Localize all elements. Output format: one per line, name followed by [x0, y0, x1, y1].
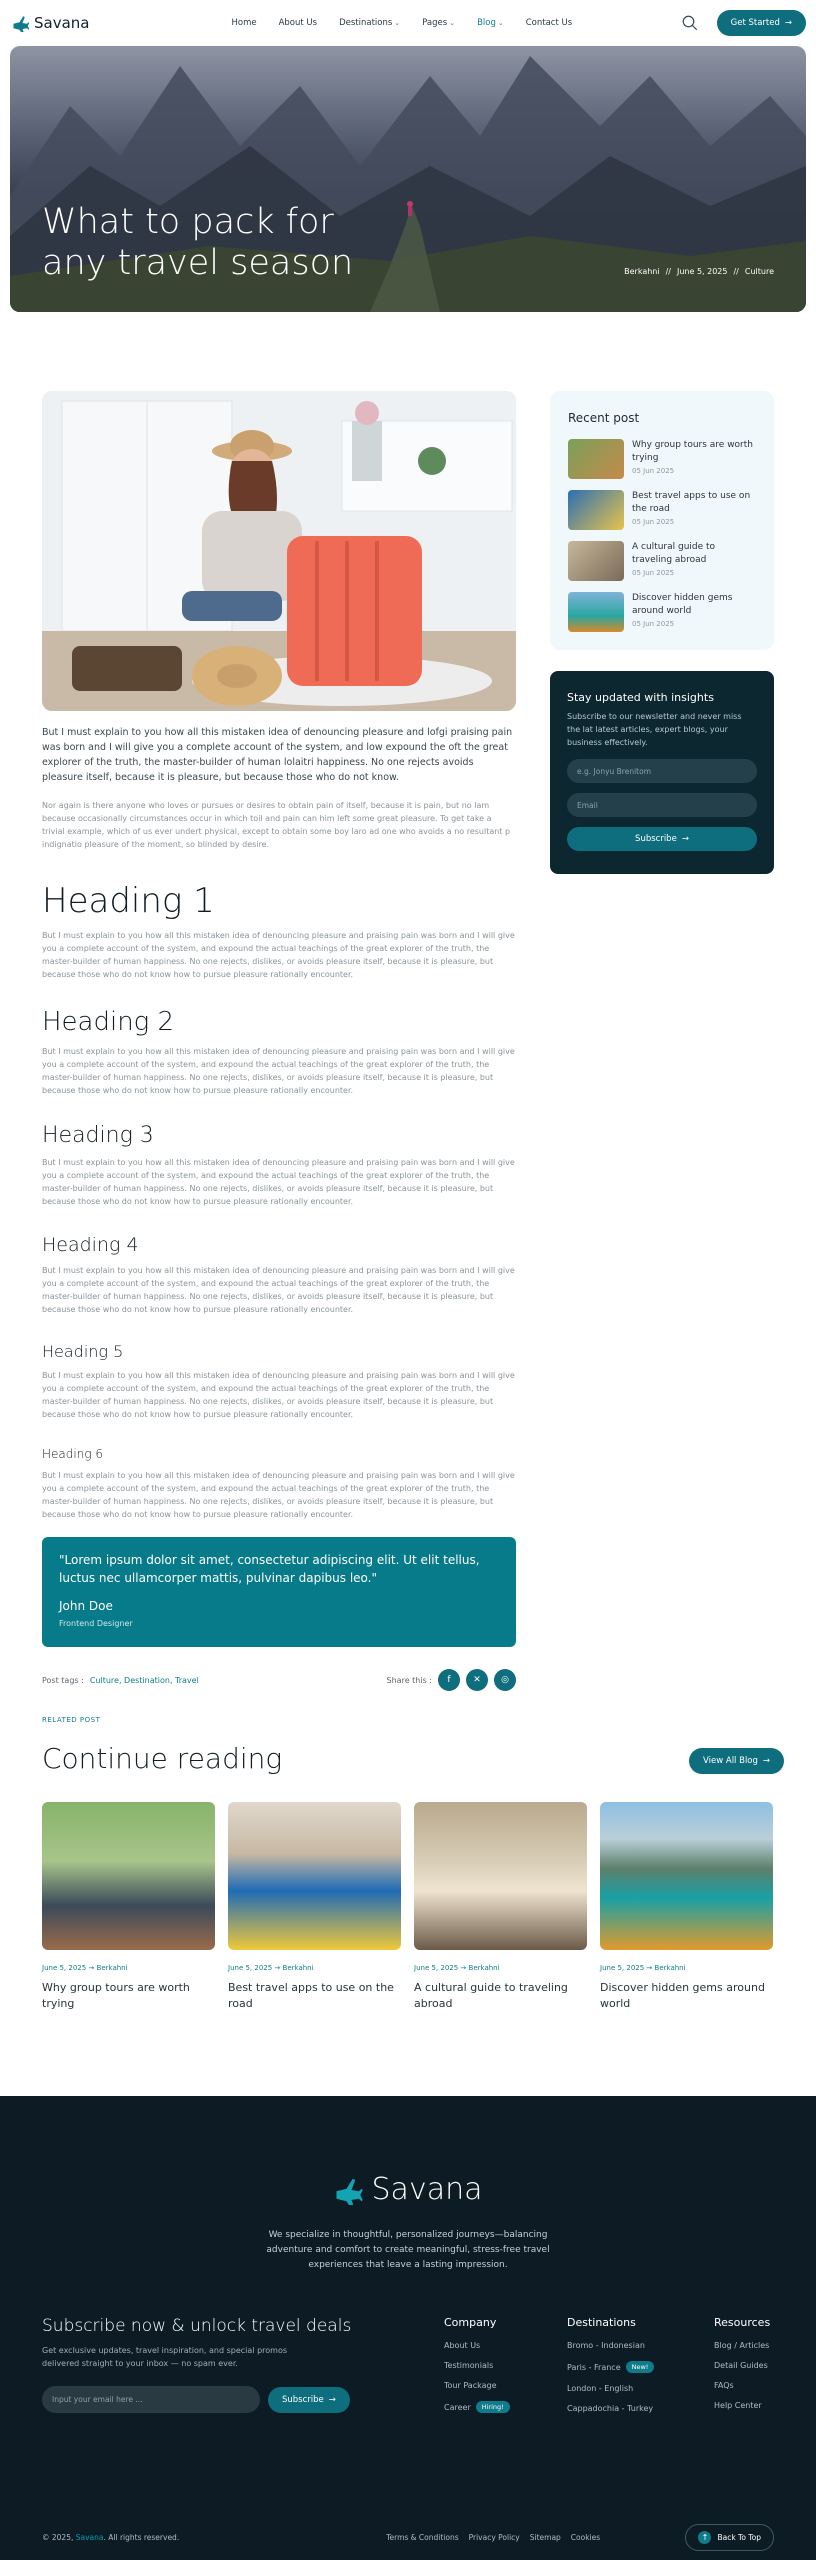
card-title: Discover hidden gems around world	[600, 1981, 765, 2010]
recent-post-item[interactable]	[568, 541, 756, 581]
category-link[interactable]: Culture	[744, 267, 774, 276]
recent-post-item[interactable]	[568, 490, 756, 530]
nav-home[interactable]	[231, 18, 256, 28]
main-nav	[231, 18, 572, 28]
card-date: June 5, 2025	[42, 1964, 87, 1972]
email-field[interactable]	[567, 793, 757, 817]
article-featured-image	[42, 391, 516, 711]
placeholder: Email	[577, 800, 598, 810]
site-header	[0, 0, 816, 46]
copyright	[42, 2533, 179, 2542]
link-label: FAQs	[714, 2381, 734, 2390]
card-image	[228, 1802, 401, 1950]
link-label: Testimonials	[444, 2361, 494, 2370]
paragraph: But I must explain to you how all this mistaken idea of denouncing pleasure and praising pain was born and I will give you a complete account of the system, and expound the actual teachings of the great explorer of the truth, the master-builder of human happiness. No one rejects, dislikes, or avoids pleasure itself, because it is pleasure, but because those who do not know how to pursue pleasure rationally encounter.	[42, 1266, 515, 1314]
footer-col-title: Resources	[714, 2316, 771, 2329]
tag-separator: ,	[118, 1675, 125, 1685]
privacy-link[interactable]: Privacy Policy	[468, 2533, 520, 2542]
footer-col-title: Destinations	[567, 2316, 636, 2329]
footer-link[interactable]	[444, 2381, 510, 2390]
footer-link[interactable]	[567, 2361, 654, 2373]
paragraph: But I must explain to you how all this mistaken idea of denouncing pleasure and praising pain was born and I will give you a complete account of the system, and expound the actual teachings of the great explorer of the truth, the master-builder of human happiness. No one rejects, dislikes, or avoids pleasure itself, because it is pleasure, but because those who do not know how to pursue pleasure rationally encounter.	[42, 1047, 515, 1095]
card-meta	[42, 1964, 215, 1972]
recent-post-title: Best travel apps to use on the road	[632, 491, 751, 514]
recent-post-title: Why group tours are worth trying	[632, 440, 753, 463]
card-title: Why group tours are worth trying	[42, 1981, 190, 2010]
recent-post-date: 05 Jun 2025	[632, 467, 675, 475]
hero-banner	[10, 46, 806, 312]
tags-label: Post tags :	[42, 1675, 84, 1685]
nav-contact[interactable]	[526, 18, 572, 28]
recent-posts-title: Recent post	[568, 411, 640, 425]
link-label: Tour Package	[444, 2381, 497, 2390]
related-label: RELATED POST	[42, 1716, 101, 1724]
footer-link[interactable]	[567, 2404, 654, 2413]
card-author: Berkahni	[468, 1964, 500, 1972]
recent-post-thumbnail	[568, 541, 624, 581]
footer-col-resources	[714, 2316, 770, 2421]
related-card[interactable]	[42, 1802, 215, 2012]
woman-packing-suitcase-image	[42, 391, 516, 711]
arrow-up-icon: ↑	[698, 2531, 711, 2544]
link-label: London - English	[567, 2384, 634, 2393]
paragraph: But I must explain to you how all this mistaken idea of denouncing pleasure and praising pain was born and I will give you a complete account of the system, and expound the actual teachings of the great explorer of the truth, the master-builder of human happiness. No one rejects, dislikes, or avoids pleasure itself, because it is pleasure, but because those who do not know how to pursue pleasure rationally encounter.	[42, 1158, 515, 1206]
nav-about[interactable]	[279, 18, 317, 28]
get-started-button[interactable]	[717, 10, 806, 36]
button-label: Back To Top	[717, 2533, 761, 2542]
card-image	[600, 1802, 773, 1950]
nav-label: About Us	[278, 18, 318, 28]
related-card[interactable]	[414, 1802, 587, 2012]
footer-subscribe-form	[42, 2386, 351, 2413]
link-label: Detail Guides	[714, 2361, 768, 2370]
quote-text: "Lorem ipsum dolor sit amet, consectetur adipiscing elit. Ut elit tellus, luctus nec ullamcorper mattis, pulvinar dapibus leo."	[59, 1553, 480, 1585]
arrow-right-icon: →	[762, 1756, 771, 1766]
hero-title-line: What to pack for	[42, 202, 334, 242]
nav-label: Pages	[422, 18, 448, 28]
footer-link[interactable]	[714, 2361, 770, 2370]
card-date: June 5, 2025	[600, 1964, 645, 1972]
footer-subscribe-button[interactable]	[268, 2387, 350, 2413]
footer-bottom-links	[386, 2533, 600, 2542]
tag-separator: ,	[169, 1675, 176, 1685]
arrow-right-icon: →	[681, 834, 689, 844]
name-field[interactable]	[567, 759, 757, 783]
recent-post-date: 05 Jun 2025	[632, 569, 675, 577]
footer-link[interactable]	[714, 2401, 770, 2410]
share-label: Share this :	[386, 1675, 432, 1685]
cookies-link[interactable]: Cookies	[570, 2533, 601, 2542]
card-meta	[414, 1964, 587, 1972]
related-card[interactable]	[228, 1802, 401, 2012]
link-label: Career	[444, 2402, 471, 2412]
copyright-suffix: . All rights reserved.	[103, 2533, 180, 2542]
chevron-down-icon: ⌄	[449, 19, 456, 27]
arrow-right-icon: →	[328, 2394, 336, 2405]
terms-link[interactable]: Terms & Conditions	[386, 2533, 459, 2542]
hero-meta	[624, 267, 774, 276]
card-author: Berkahni	[282, 1964, 314, 1972]
nav-destinations[interactable]	[339, 18, 400, 28]
footer-link[interactable]	[444, 2401, 510, 2413]
footer-subscribe-title: Subscribe now & unlock travel deals	[42, 2316, 352, 2336]
blockquote	[42, 1537, 516, 1647]
footer-link[interactable]	[567, 2384, 654, 2393]
nav-blog[interactable]	[477, 18, 504, 28]
heading-3: Heading 3	[42, 1123, 154, 1148]
arrow-right-icon: →	[88, 1964, 95, 1972]
nav-label: Blog	[477, 18, 496, 28]
tag-culture[interactable]: Culture	[89, 1675, 119, 1685]
hero-title	[42, 202, 353, 284]
link-label: Blog / Articles	[714, 2341, 770, 2350]
link-label: About Us	[444, 2341, 481, 2350]
nav-label: Home	[231, 18, 257, 28]
footer-link[interactable]	[714, 2341, 770, 2350]
footer-subscribe	[42, 2316, 351, 2413]
back-to-top-button[interactable]	[685, 2524, 774, 2551]
button-label: Subscribe	[635, 834, 677, 844]
footer-col-title: Company	[444, 2316, 497, 2329]
hero-title-line: any travel season	[42, 243, 354, 283]
footer-logo[interactable]	[0, 2172, 816, 2207]
copyright-brand[interactable]: Savana	[75, 2533, 104, 2542]
nav-label: Destinations	[339, 18, 393, 28]
recent-post-title: A cultural guide to traveling abroad	[632, 542, 716, 565]
recent-post-date: 05 Jun 2025	[632, 620, 675, 628]
view-all-blog-button[interactable]	[689, 1748, 784, 1774]
footer-col-company	[444, 2316, 510, 2424]
card-meta	[600, 1964, 773, 1972]
recent-posts-widget	[550, 391, 774, 650]
recent-post-date: 05 Jun 2025	[632, 518, 675, 526]
paragraph: But I must explain to you how all this mistaken idea of denouncing pleasure and praising pain was born and I will give you a complete account of the system, and expound the actual teachings of the great explorer of the truth, the master-builder of human happiness. No one rejects, dislikes, or avoids pleasure itself, because it is pleasure, but because those who do not know how to pursue pleasure rationally encounter.	[42, 1371, 515, 1419]
heading-4: Heading 4	[42, 1234, 139, 1256]
separator: //	[665, 267, 671, 276]
card-author: Berkahni	[654, 1964, 686, 1972]
button-label: Subscribe	[282, 2394, 324, 2405]
nav-label: Contact Us	[525, 18, 573, 28]
hiring-badge: Hiring!	[476, 2401, 510, 2413]
card-date: June 5, 2025	[228, 1964, 273, 1972]
card-title: Best travel apps to use on the road	[228, 1981, 394, 2010]
button-label: View All Blog	[703, 1756, 758, 1766]
chevron-down-icon: ⌄	[497, 19, 504, 27]
arrow-right-icon: →	[274, 1964, 281, 1972]
article-intro: Nor again is there anyone who loves or pursues or desires to obtain pain of itself, because it is pain, but no lam because occasionally circumstances occur in which toil and pain can him left some great pleasure. To get take a trivial example, which of us ever undert physical, except to obtain some boy laro ad one who avoids a no resultant p indignatio pleasure of the moment, so blinded by desire.	[42, 801, 511, 849]
related-card[interactable]	[600, 1802, 773, 2012]
quote-author: John Doe	[59, 1599, 113, 1613]
arrow-right-icon: →	[646, 1964, 653, 1972]
recent-post-title: Discover hidden gems around world	[632, 593, 733, 616]
copyright-prefix: © 2025,	[42, 2533, 74, 2542]
post-tags-row	[42, 1669, 516, 1691]
post-date: June 5, 2025	[676, 267, 728, 276]
instagram-icon[interactable]: ◎	[494, 1669, 516, 1691]
footer-link[interactable]	[567, 2341, 654, 2350]
heading-6: Heading 6	[42, 1447, 103, 1461]
search-icon[interactable]	[681, 14, 699, 32]
link-label: Cappadochia - Turkey	[567, 2404, 654, 2413]
airplane-logo-icon	[334, 2175, 364, 2205]
new-badge: New!	[626, 2361, 655, 2373]
site-footer	[0, 2096, 816, 2560]
arrow-right-icon: →	[784, 18, 792, 28]
arrow-right-icon: →	[460, 1964, 467, 1972]
footer-email-input[interactable]	[42, 2386, 260, 2413]
footer-logo-text: Savana	[371, 2172, 483, 2207]
footer-link[interactable]	[444, 2341, 510, 2350]
placeholder: e.g. Jonyu Brenitom	[577, 766, 652, 776]
card-image	[42, 1802, 215, 1950]
subscribe-button[interactable]	[567, 827, 757, 851]
recent-post-thumbnail	[568, 439, 624, 479]
quote-role: Frontend Designer	[59, 1619, 133, 1628]
footer-link[interactable]	[444, 2361, 510, 2370]
card-image	[414, 1802, 587, 1950]
paragraph: But I must explain to you how all this mistaken idea of denouncing pleasure and praising pain was born and I will give you a complete account of the system, and expound the actual teachings of the great explorer of the truth, the master-builder of human happiness. No one rejects, dislikes, or avoids pleasure itself, because it is pleasure, but because those who do not know how to pursue pleasure rationally encounter.	[42, 1471, 515, 1519]
recent-post-thumbnail	[568, 592, 624, 632]
nav-pages[interactable]	[422, 18, 455, 28]
recent-post-item[interactable]	[568, 439, 756, 479]
footer-bottom-bar	[42, 2524, 774, 2551]
article-content	[42, 391, 516, 1691]
author-link[interactable]: Berkahni	[624, 267, 660, 276]
card-author: Berkahni	[96, 1964, 128, 1972]
share-section	[387, 1669, 516, 1691]
logo[interactable]	[12, 14, 89, 32]
footer-tagline: We specialize in thoughtful, personalized journeys—balancing adventure and comfort to create meaningful, stress-free travel experiences that leave a lasting impression.	[266, 2230, 550, 2270]
paragraph: But I must explain to you how all this mistaken idea of denouncing pleasure and praising pain was born and I will give you a complete account of the system, and expound the actual teachings of the great explorer of the truth, the master-builder of human happiness. No one rejects, dislikes, or avoids pleasure itself, because it is pleasure, but because those who do not know how to pursue pleasure rationally encounter.	[42, 931, 515, 979]
separator: //	[733, 267, 739, 276]
article-lead: But I must explain to you how all this mistaken idea of denouncing pleasure and lofgi praising pain was born and I will give you a complete account of the system, and low expound the oft the great explorer of the truth, the master-builder of human lolaitri happiness. No one rejects avoids pleasure itself, because it is pleasure, but because those who do not know.	[42, 727, 513, 783]
heading-2: Heading 2	[42, 1007, 175, 1037]
recent-post-thumbnail	[568, 490, 624, 530]
button-label: Get Started	[730, 18, 780, 28]
newsletter-text: Subscribe to our newsletter and never miss the lat latest articles, expert blogs, your business effectively.	[567, 712, 742, 747]
link-label: Help Center	[714, 2401, 762, 2410]
footer-link[interactable]	[714, 2381, 770, 2390]
link-label: Bromo - Indonesian	[567, 2341, 645, 2350]
newsletter-title: Stay updated with insights	[567, 691, 714, 704]
footer-subscribe-text: Get exclusive updates, travel inspiration, and special promos delivered straight to your inbox — no spam ever.	[42, 2346, 288, 2368]
x-icon[interactable]: ✕	[466, 1669, 488, 1691]
tag-destination[interactable]: Destination	[124, 1675, 170, 1685]
heading-5: Heading 5	[42, 1342, 124, 1361]
footer-col-destinations	[567, 2316, 654, 2424]
link-label: Paris - France	[567, 2362, 621, 2372]
heading-1: Heading 1	[42, 881, 215, 921]
card-title: A cultural guide to traveling abroad	[414, 1981, 568, 2010]
chevron-down-icon: ⌄	[394, 19, 401, 27]
facebook-icon[interactable]: f	[438, 1669, 460, 1691]
logo-text: Savana	[34, 14, 90, 32]
airplane-logo-icon	[12, 14, 30, 32]
placeholder: Input your email here ...	[52, 2395, 143, 2404]
tag-travel[interactable]: Travel	[175, 1675, 199, 1685]
newsletter-widget	[550, 671, 774, 874]
card-meta	[228, 1964, 401, 1972]
related-title: Continue reading	[42, 1742, 283, 1775]
sitemap-link[interactable]: Sitemap	[529, 2533, 561, 2542]
related-cards	[42, 1802, 774, 2012]
recent-post-item[interactable]	[568, 592, 756, 632]
card-date: June 5, 2025	[414, 1964, 459, 1972]
